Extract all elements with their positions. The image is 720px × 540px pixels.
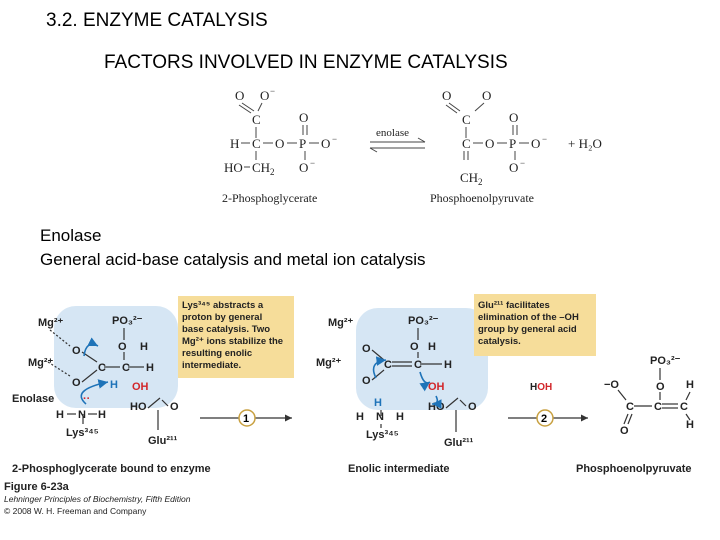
svg-text:HO: HO <box>130 401 147 413</box>
svg-text:N: N <box>78 409 86 421</box>
note1-line: Mg²⁺ ions stabilize the <box>182 336 284 347</box>
svg-text:O: O <box>170 401 179 413</box>
note1-line: Lys³⁴⁵ abstracts a <box>182 300 264 311</box>
svg-text:N: N <box>376 411 384 423</box>
svg-text:H: H <box>686 379 694 391</box>
svg-text:H: H <box>110 379 118 391</box>
svg-text:HO: HO <box>224 160 243 175</box>
svg-text:C: C <box>626 401 634 413</box>
svg-text:O: O <box>362 375 371 387</box>
po3-label: PO₃²⁻ <box>408 315 439 327</box>
glu-label: Glu²¹¹ <box>444 437 474 449</box>
svg-text:H: H <box>98 409 106 421</box>
lys-label: Lys³⁴⁵ <box>366 429 399 441</box>
svg-text:··: ·· <box>83 393 91 405</box>
note1-line: proton by general <box>182 312 263 323</box>
svg-text:O: O <box>442 88 452 103</box>
svg-text:H: H <box>428 341 436 353</box>
figure-number: Figure 6-23a <box>4 481 69 493</box>
svg-text:O: O <box>410 341 419 353</box>
svg-text:O: O <box>656 381 665 393</box>
svg-text:P: P <box>299 136 307 151</box>
note2-line: Glu²¹¹ facilitates <box>478 300 550 311</box>
note2-line: group by general acid <box>478 324 577 335</box>
step1-number: 1 <box>243 413 250 425</box>
mechanism-figure <box>0 290 720 520</box>
enolase-label: Enolase <box>12 393 55 405</box>
svg-text:H: H <box>686 419 694 431</box>
svg-text:O: O <box>118 341 127 353</box>
svg-text:C: C <box>654 401 662 413</box>
svg-text:H: H <box>146 362 154 374</box>
step2-number: 2 <box>541 413 548 425</box>
svg-text:−: − <box>310 158 316 168</box>
svg-text:O: O <box>468 401 477 413</box>
po3-label: PO₃²⁻ <box>112 315 143 327</box>
svg-text:O: O <box>72 345 81 357</box>
figure-copyright: © 2008 W. H. Freeman and Company <box>4 506 147 516</box>
svg-text:H: H <box>230 136 240 151</box>
svg-text:H: H <box>356 411 364 423</box>
svg-text:C: C <box>384 359 392 371</box>
svg-text:C: C <box>680 401 688 413</box>
enzyme-name: Enolase <box>40 226 102 245</box>
reaction-diagram <box>210 84 630 208</box>
reactant-label: 2-Phosphoglycerate <box>222 191 318 205</box>
svg-text:−O: −O <box>604 379 619 391</box>
svg-text:O: O <box>72 377 81 389</box>
atom-o: O <box>235 88 245 103</box>
catalysis-type: General acid-base catalysis and metal ion catalysis <box>40 250 426 269</box>
mg-label: Mg²⁺ <box>328 317 354 329</box>
po3-label: PO₃²⁻ <box>650 355 681 367</box>
slide-title: 3.2. ENZYME CATALYSIS <box>46 10 268 31</box>
svg-text:−: − <box>542 134 548 144</box>
slide-subtitle: FACTORS INVOLVED IN ENZYME CATALYSIS <box>104 52 508 73</box>
glu-label: Glu²¹¹ <box>148 435 178 447</box>
svg-text:CH: CH <box>460 170 479 185</box>
svg-text:H: H <box>56 409 64 421</box>
mg-label: Mg²⁺ <box>38 317 64 329</box>
svg-text:O: O <box>509 110 519 125</box>
svg-text:C: C <box>414 359 422 371</box>
mg-label: Mg²⁺ <box>28 357 54 369</box>
svg-text:H: H <box>444 359 452 371</box>
note1-line: base catalysis. Two <box>182 324 271 335</box>
svg-text:2: 2 <box>478 177 483 187</box>
atom-o-minus: O <box>260 88 270 103</box>
svg-text:−: − <box>520 158 526 168</box>
svg-text:O: O <box>299 110 309 125</box>
note2-line: catalysis. <box>478 336 521 347</box>
svg-text:O: O <box>620 425 629 437</box>
svg-text:OH: OH <box>428 381 445 393</box>
svg-text:H: H <box>396 411 404 423</box>
svg-text:C: C <box>252 112 261 127</box>
product-label: Phosphoenolpyruvate <box>430 191 534 205</box>
svg-text:H: H <box>140 341 148 353</box>
caption-pep: Phosphoenolpyruvate <box>576 463 692 475</box>
svg-text:O: O <box>299 160 309 175</box>
mg-label: Mg²⁺ <box>316 357 342 369</box>
svg-text:O: O <box>531 136 541 151</box>
svg-text:2: 2 <box>270 167 275 177</box>
svg-text:−: − <box>270 86 276 96</box>
svg-text:C: C <box>252 136 261 151</box>
svg-text:C: C <box>98 362 106 374</box>
water-term: + H₂O <box>568 136 602 151</box>
note2-line: elimination of the –OH <box>478 312 579 323</box>
svg-text:C: C <box>122 362 130 374</box>
lys-label: Lys³⁴⁵ <box>66 427 99 439</box>
svg-text:HO: HO <box>428 401 445 413</box>
svg-text:H: H <box>374 397 382 409</box>
svg-text:O: O <box>485 136 495 151</box>
figure-book: Lehninger Principles of Biochemistry, Fifth Edition <box>4 494 191 504</box>
svg-text:OH: OH <box>132 381 149 393</box>
svg-text:P: P <box>509 136 517 151</box>
svg-text:O: O <box>275 136 285 151</box>
svg-text:−: − <box>332 134 338 144</box>
enzyme-label: enolase <box>376 127 409 139</box>
caption-enolic: Enolic intermediate <box>348 463 450 475</box>
svg-text:O: O <box>321 136 331 151</box>
svg-text:C: C <box>462 136 471 151</box>
svg-text:O: O <box>509 160 519 175</box>
caption-bound: 2-Phosphoglycerate bound to enzyme <box>12 463 211 475</box>
svg-text:O: O <box>482 88 492 103</box>
svg-text:O: O <box>362 343 371 355</box>
note1-line: intermediate. <box>182 360 242 371</box>
svg-text:CH: CH <box>252 160 271 175</box>
hoh-label: HOH <box>530 382 553 393</box>
svg-text:C: C <box>462 112 471 127</box>
note1-line: resulting enolic <box>182 348 253 359</box>
